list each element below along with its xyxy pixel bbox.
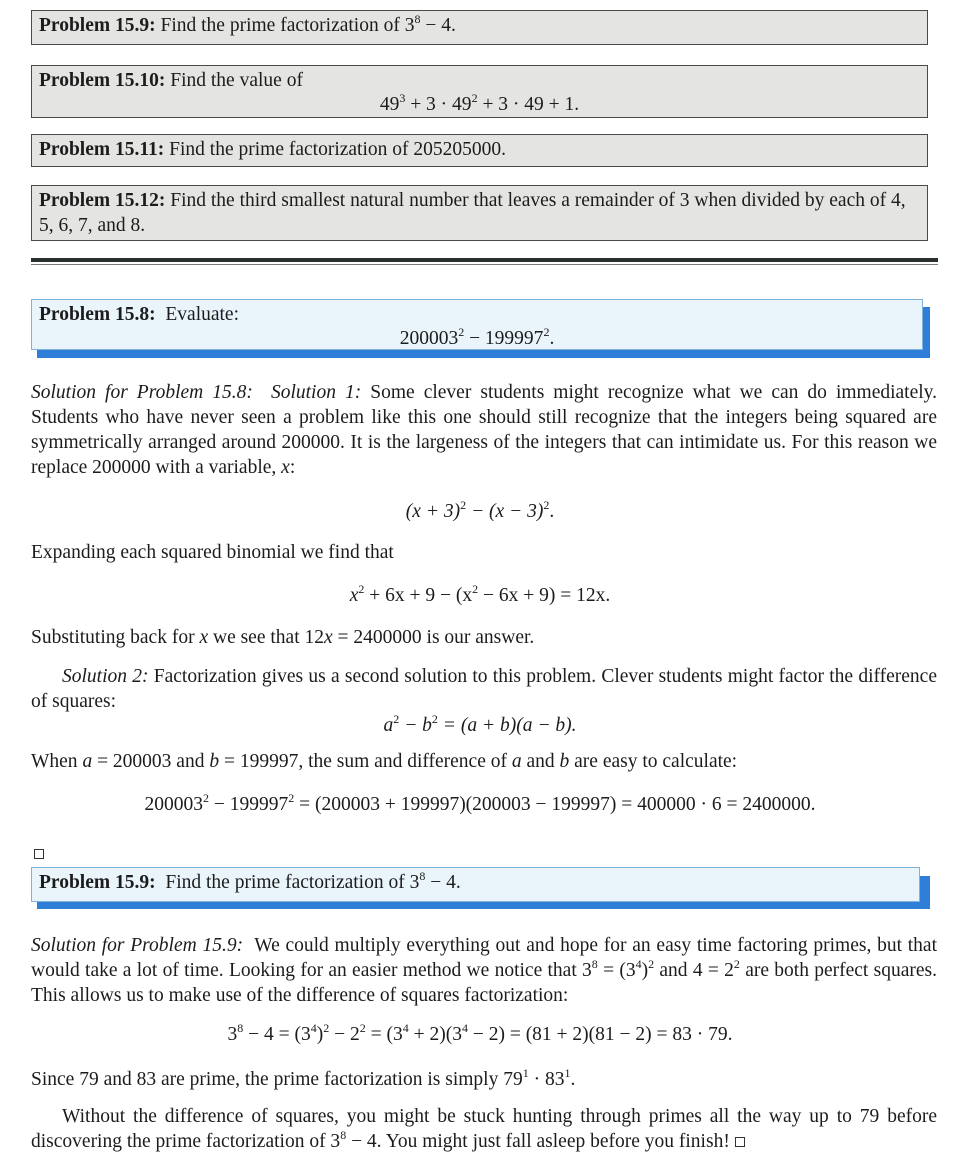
equation-difference-of-squares: $a^2 - b^2 = (a + b)(a - b)$. — [383, 711, 577, 736]
problem-equation: $200003^2 - 199997^2$. — [399, 324, 555, 349]
equation-substitution: $(x + 3)^2 - (x - 3)^2$. — [405, 497, 555, 522]
problem-label: Problem 15.10: — [39, 70, 166, 91]
solution-15-9-paragraph-2: Since 79 and 83 are prime, the prime factorization is simply $79^1 \cdot 83^1$. — [31, 1065, 576, 1090]
solution-15-8-paragraph-2: Expanding each squared binomial we find that — [31, 542, 394, 563]
qed-square-icon — [735, 1137, 745, 1147]
exercise-box-15-10 — [31, 65, 928, 118]
exercise-box-15-9 — [31, 10, 928, 45]
solution-heading: Solution for Problem 15.9: — [31, 935, 244, 956]
exercise-box-15-12 — [31, 185, 928, 241]
problem-label: Problem 15.9: — [39, 872, 156, 893]
solution-15-9-paragraph-1: Solution for Problem 15.9: We could multiply everything out and hope for an easy time factoring primes, but that would take a lot of time. Looking for an easier method we notice that $3^8 = (3^4)^2$ and $4 = 2^2$ are both perfect squares. This allows us to make use of the difference of squares factorization: — [31, 935, 937, 1006]
solution-15-9-paragraph-3: Without the difference of squares, you might be stuck hunting through primes all the way up to 79 before discovering the prime factorization of $3^8 - 4$. You might just fall asleep before you finish! — [31, 1106, 937, 1152]
solution-15-8-paragraph-5: When a = 200003 and b = 199997, the sum and difference of a and b are easy to calculate: — [31, 751, 738, 772]
problem-box-15-8 — [31, 299, 923, 350]
equation-expansion: $x^2 + 6x + 9 - (x^2 - 6x + 9) = 12x$. — [349, 581, 611, 606]
section-divider-thick — [31, 258, 938, 262]
problem-label: Problem 15.9: — [39, 15, 156, 36]
problem-label: Problem 15.8: — [39, 304, 156, 325]
problem-equation: $49^3 + 3 \cdot 49^2 + 3 \cdot 49 + 1$. — [379, 90, 580, 115]
problem-text: Find the prime factorization of $3^8 - 4$. — [165, 868, 461, 893]
problem-text: Find the prime factorization of $3^8 - 4$. — [160, 11, 456, 36]
section-divider-thin — [31, 264, 938, 265]
problem-label: Problem 15.11: — [39, 139, 165, 160]
problem-text: Find the prime factorization of 205205000. — [169, 139, 507, 160]
solution-15-8-paragraph-1: Solution for Problem 15.8: Solution 1: Some clever students might recognize what we can do immediately. Students who have never seen a problem like this one should still recognize that the integers being squared are symmetrically arranged around 200000. It is the largeness of the integers that can intimidate us. For this reason we replace 200000 with a variable, x: — [31, 382, 938, 478]
problem-text: Find the third smallest natural number that leaves a remainder of 3 when divided by each of 4, 5, 6, 7, and 8. — [39, 190, 906, 236]
equation-final-15-8: $200003^2 - 199997^2 = (200003 + 199997)(200003 - 199997) = 400000 \cdot 6 = 2400000$. — [144, 790, 816, 815]
equation-factorization-15-9: $3^8 - 4 = (3^4)^2 - 2^2 = (3^4 + 2)(3^4 - 2) = (81 + 2)(81 - 2) = 83 \cdot 79$. — [227, 1020, 733, 1045]
problem-text: Find the value of — [170, 70, 303, 91]
problem-box-15-9 — [31, 867, 920, 902]
problem-label: Problem 15.12: — [39, 190, 166, 211]
solution-15-8-paragraph-3: Substituting back for x we see that 12x = 2400000 is our answer. — [31, 627, 535, 648]
qed-square-icon — [34, 841, 44, 866]
problem-text: Evaluate: — [165, 304, 240, 325]
exercise-box-15-11 — [31, 134, 928, 167]
solution-heading: Solution for Problem 15.8: — [31, 382, 253, 403]
solution-15-8-paragraph-4: Solution 2: Factorization gives us a second solution to this problem. Clever students might factor the difference of squares: — [31, 666, 937, 712]
